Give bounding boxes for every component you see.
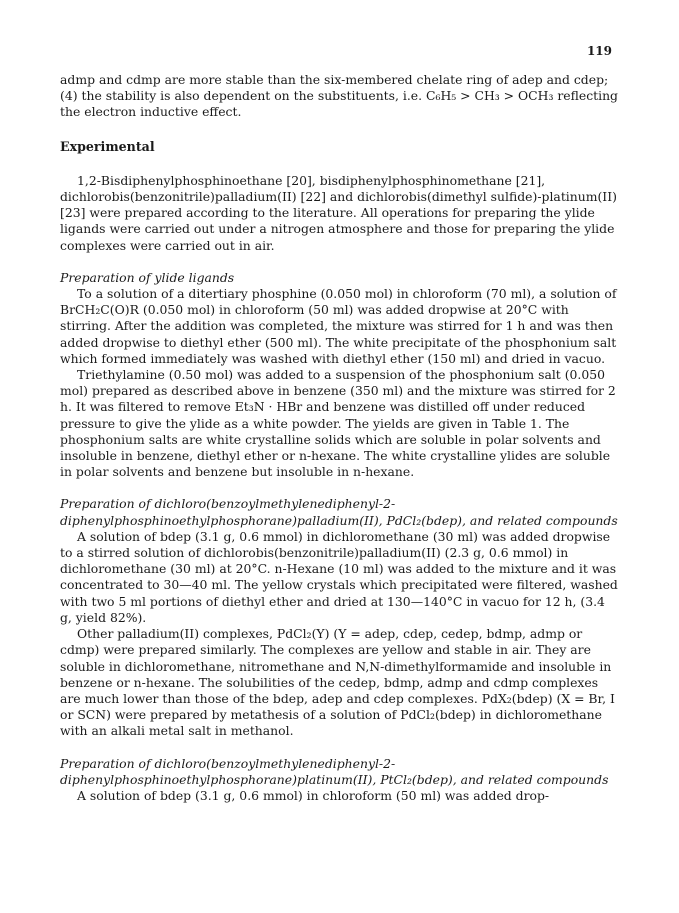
experimental-heading: Experimental xyxy=(60,138,155,154)
palladium-heading: Preparation of dichloro(benzoylmethylenediphenyl-2-diphenylphosphinoethylphosphorane)palladium(II), PdCl₂(bdep), and related compounds xyxy=(60,496,618,528)
ylide-ligands-paragraph-1: To a solution of a ditertiary phosphine (0.050 mol) in chloroform (70 ml), a solution of BrCH₂C(O)R (0.050 mol) in chloroform (50 ml) was added dropwise at 20°C with stirring. After the addition was completed, the mixture was stirred for 1 h and was then added dropwise to diethyl ether (500 ml). The white precipitate of the phosphonium salt which formed immediately was washed with diethyl ether (150 ml) and dried in vacuo. xyxy=(60,286,617,366)
intro-paragraph: admp and cdmp are more stable than the six-membered chelate ring of adep and cdep; (4) the stability is also dependent on the substituents, i.e. C₆H₅ > CH₃ > OCH₃ reflecting the electron inductive effect. xyxy=(60,72,618,120)
article-body xyxy=(60,72,620,804)
palladium-paragraph-1: A solution of bdep (3.1 g, 0.6 mmol) in dichloromethane (30 ml) was added dropwise to a stirred solution of dichlorobis(benzonitrile)palladium(II) (2.3 g, 0.6 mmol) in dichloromethane (30 ml) at 20°C. n-Hexane (10 ml) was added to the mixture and it was concentrated to 30—40 ml. The yellow crystals which precipitated were filtered, washed with two 5 ml portions of diethyl ether and dried at 130—140°C in vacuo for 12 h, (3.4 g, yield 82%). xyxy=(60,528,618,625)
platinum-paragraph-1: A solution of bdep (3.1 g, 0.6 mmol) in chloroform (50 ml) was added drop- xyxy=(77,787,550,803)
platinum-heading: Preparation of dichloro(benzoylmethylenediphenyl-2-diphenylphosphinoethylphosphorane)platinum(II), PtCl₂(bdep), and related compounds xyxy=(60,755,609,787)
ylide-ligands-heading: Preparation of ylide ligands xyxy=(60,269,235,285)
ylide-ligands-paragraph-2: Triethylamine (0.50 mol) was added to a suspension of the phosphonium salt (0.050 mol) prepared as described above in benzene (350 ml) and the mixture was stirred for 2 h. It was filtered to remove Et₃N · HBr and benzene was distilled off under reduced pressure to give the ylide as a white powder. The yields are given in Table 1. The phosphonium salts are white crystalline solids which are soluble in polar solvents and insoluble in benzene, diethyl ether or n-hexane. The white crystalline ylides are soluble in polar solvents and benzene but insoluble in n-hexane. xyxy=(60,367,616,480)
experimental-paragraph: 1,2-Bisdiphenylphosphinoethane [20], bisdiphenylphosphinomethane [21], dichlorobis(benzonitrile)palladium(II) [22] and dichlorobis(dimethyl sulfide)-platinum(II) [23] were prepared according to the literature. All operations for preparing the ylide ligands were carried out under a nitrogen atmosphere and those for preparing the ylide complexes were carried out in air. xyxy=(60,172,617,253)
palladium-paragraph-2: Other palladium(II) complexes, PdCl₂(Y) (Y = adep, cdep, cedep, bdmp, admp or cdmp) were prepared similarly. The complexes are yellow and stable in air. They are soluble in dichloromethane, nitromethane and N,N-dimethylformamide and insoluble in benzene or n-hexane. The solubilities of the cedep, bdmp, admp and cdmp complexes are much lower than those of the bdep, adep and cdep complexes. PdX₂(bdep) (X = Br, I or SCN) were prepared by metathesis of a solution of PdCl₂(bdep) in dichloromethane with an alkali metal salt in methanol. xyxy=(60,626,615,739)
page-number: 119 xyxy=(586,44,612,58)
